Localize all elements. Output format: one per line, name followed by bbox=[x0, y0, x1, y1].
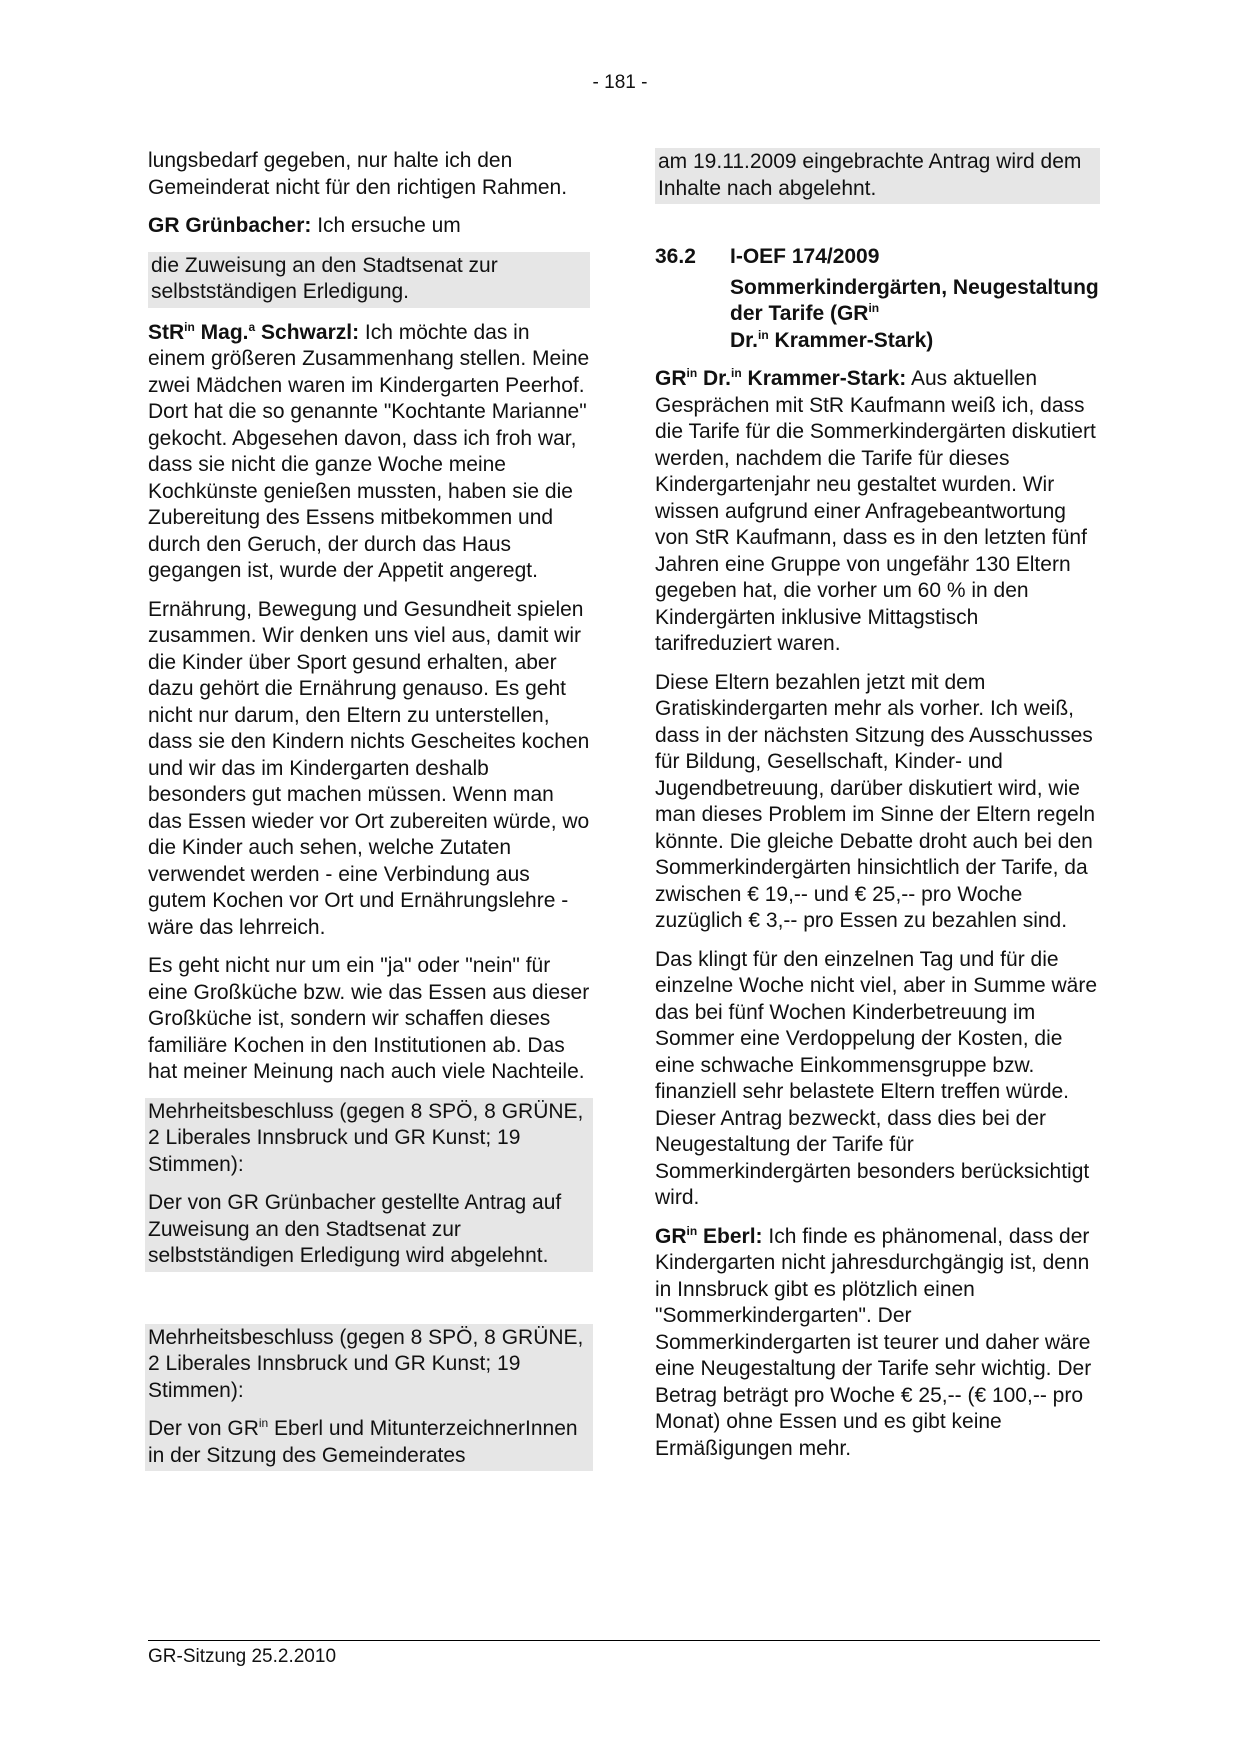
speaker-name: $GR^{in}$ Eberl: bbox=[655, 1223, 763, 1248]
paragraph bbox=[148, 213, 590, 240]
motion-text: die Zuweisung an den Stadtsenat zur selbstständigen Erledigung. bbox=[148, 252, 590, 308]
speaker-name: GR Grünbacher: bbox=[148, 214, 312, 237]
agenda-item-number: 36.2 bbox=[655, 245, 696, 268]
resolution-text-continued: am 19.11.2009 eingebrachte Antrag wird dem Inhalte nach abgelehnt. bbox=[655, 148, 1100, 204]
speaker-name: StR$^{in}$ Mag.$^a$ Schwarzl: bbox=[148, 319, 360, 344]
paragraph: Es geht nicht nur um ein "ja" oder "nein" für eine Großküche bzw. wie das Essen aus dieser Großküche ist, sondern wir schaffen dieses familiäre Kochen in den Institutionen ab. Das hat meiner Meinung nach auch viele Nachteile. bbox=[148, 954, 590, 1083]
right-column bbox=[655, 148, 1100, 1474]
paragraph bbox=[655, 1224, 1100, 1463]
paragraph: Diese Eltern bezahlen jetzt mit dem Gratiskindergarten mehr als vorher. Ich weiß, dass in der nächsten Sitzung des Ausschusses für Bildung, Gesellschaft, Kinder- und Jugendbetreuung, darüber diskutiert wird, wie man dieses Problem im Sinne der Eltern regeln könnte. Die gleiche Debatte droht auch bei den Sommerkindergärten hinsichtlich der Tarife, da zwischen € 19,-- und € 25,-- pro Woche zuzüglich € 3,-- pro Essen zu bezahlen sind. bbox=[655, 670, 1096, 932]
resolution-block bbox=[145, 1098, 593, 1272]
paragraph: Ernährung, Bewegung und Gesundheit spielen zusammen. Wir denken uns viel aus, damit wir die Kinder über Sport gesund erhalten, aber dazu gehört die Ernährung genauso. Es geht nicht nur darum, den Eltern zu unterstellen, dass sie den Kindern nichts Gescheites kochen und wir das im Kindergarten deshalb besonders gut machen müssen. Wenn man das Essen wieder vor Ort zubereiten würde, wo die Kinder auch sehen, welche Zutaten verwendet werden - eine Verbindung aus gutem Kochen vor Ort und Ernährungslehre - wäre das lehrreich. bbox=[148, 597, 590, 939]
agenda-item-code: I-OEF 174/2009 bbox=[730, 245, 880, 268]
footer-divider bbox=[148, 1640, 1100, 1641]
paragraph-text: Ich möchte das in einem größeren Zusammenhang stellen. Meine zwei Mädchen waren im Kindergarten Peerhof. Dort hat die so genannte "Kochtante Marianne" gekocht. Abgesehen davon, dass ich froh war, dass sie nicht die ganze Woche meine Kochkünste genießen mussten, haben sie die Zubereitung des Essens mitbekommen und durch den Geruch, der durch das Haus gegangen ist, wurde der Appetit angeregt. bbox=[148, 320, 590, 582]
resolution-vote: Mehrheitsbeschluss (gegen 8 SPÖ, 8 GRÜNE, 2 Liberales Innsbruck und GR Kunst; 19 Stimmen): bbox=[148, 1325, 584, 1402]
resolution-block bbox=[145, 1324, 593, 1472]
resolution-text: Der von GR Grünbacher gestellte Antrag auf Zuweisung an den Stadtsenat zur selbstständigen Erledigung wird abgelehnt. bbox=[148, 1191, 562, 1267]
speaker-name: $GR^{in}$ Dr.$^{in}$ Krammer-Stark: bbox=[655, 366, 907, 390]
paragraph: Das klingt für den einzelnen Tag und für die einzelne Woche nicht viel, aber in Summe wäre das bei fünf Wochen Kinderbetreuung im Sommer eine Verdoppelung der Kosten, die eine schwache Einkommensgruppe bzw. finanziell sehr belastete Eltern treffen würde. Dieser Antrag bezweckt, dass dies bei der Neugestaltung der Tarife für Sommerkindergärten besonders berücksichtigt wird. bbox=[655, 947, 1097, 1209]
paragraph-text: Ich finde es phänomenal, dass der Kindergarten nicht jahresdurchgängig ist, denn in Innsbruck gibt es plötzlich einen "Sommerkindergarten". Der Sommerkindergarten ist teurer und daher wäre eine Neugestaltung der Tarife sehr wichtig. Der Betrag beträgt pro Woche € 25,-- (€ 100,-- pro Monat) ohne Essen und es gibt keine Ermäßigungen mehr. bbox=[655, 1224, 1092, 1460]
paragraph-text: Aus aktuellen Gesprächen mit StR Kaufmann weiß ich, dass die Tarife für die Sommerkindergärten diskutiert werden, nachdem die Tarife für dieses Kindergartenjahr neu gestaltet wurden. Wir wissen aufgrund einer Anfragebeantwortung von StR Kaufmann, dass es in den letzten fünf Jahren eine Gruppe von ungefähr 130 Eltern gegeben hat, die vorher um 60 % in den Kindergärten inklusive Mittagstisch tarifreduziert waren. bbox=[655, 367, 1096, 655]
paragraph bbox=[148, 320, 590, 585]
paragraph bbox=[655, 366, 1100, 658]
page-number: - 181 - bbox=[592, 72, 648, 93]
left-column bbox=[148, 148, 590, 1483]
agenda-item-heading bbox=[655, 244, 1100, 271]
paragraph: lungsbedarf gegeben, nur halte ich den Gemeinderat nicht für den richtigen Rahmen. bbox=[148, 149, 568, 199]
footer-text: GR-Sitzung 25.2.2010 bbox=[148, 1646, 337, 1667]
resolution-text: Der von $GR^{in}$ Eberl und MitunterzeichnerInnen in der Sitzung des Gemeinderates bbox=[148, 1416, 578, 1467]
agenda-item-title: Sommerkindergärten, Neugestaltung der Tarife ($GR^{in}$ Dr.$^{in}$ Krammer-Stark) bbox=[730, 275, 1099, 352]
resolution-vote: Mehrheitsbeschluss (gegen 8 SPÖ, 8 GRÜNE, 2 Liberales Innsbruck und GR Kunst; 19 Stimmen): bbox=[148, 1099, 584, 1176]
paragraph-text: Ich ersuche um bbox=[311, 214, 461, 237]
